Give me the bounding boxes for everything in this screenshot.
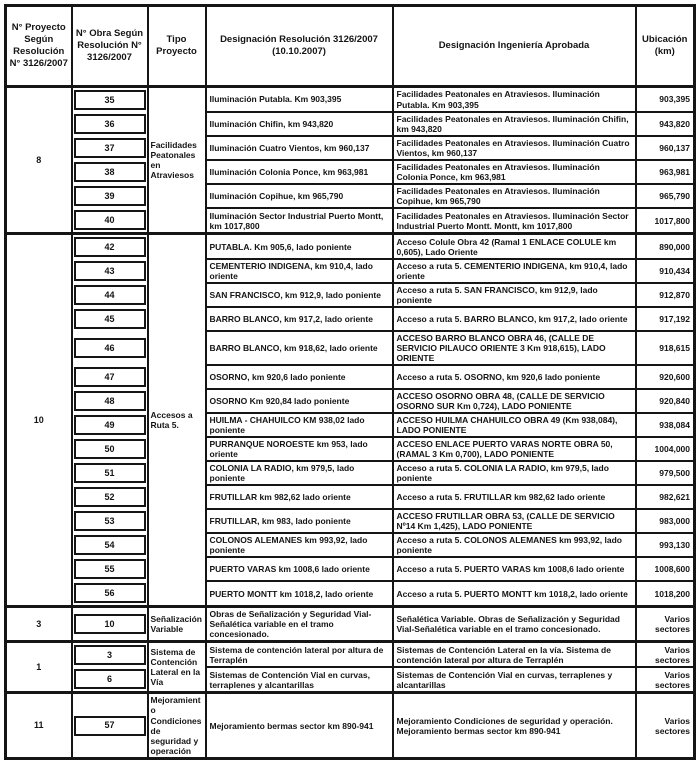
table-row [6,112,695,136]
designacion-ingenieria-cell: Mejoramiento Condiciones de seguridad y operación. Mejoramiento bermas sector km 890-941 [393,693,636,758]
obra-number-box: 56 [74,583,146,603]
table-row [6,642,695,668]
ubicacion-cell: 960,137 [636,136,695,160]
proyecto-number-cell: 10 [6,234,72,607]
designacion-ingenieria-cell: Facilidades Peatonales en Atraviesos. Iluminación Chifin, km 943,820 [393,112,636,136]
obra-number-cell [72,160,148,184]
proyecto-number-cell: 8 [6,87,72,234]
ubicacion-cell: 983,000 [636,509,695,533]
header-ubicacion-km: Ubicación (km) [636,6,695,87]
ubicacion-cell: 943,820 [636,112,695,136]
obra-number-cell [72,509,148,533]
designacion-resolucion-cell: Sistemas de Contención Vial en curvas, terraplenes y alcantarillas [206,667,393,693]
designacion-ingenieria-cell: Acceso a ruta 5. COLONOS ALEMANES km 993,92, lado poniente [393,533,636,557]
obra-number-box: 54 [74,535,146,555]
table-row [6,509,695,533]
obra-number-box: 40 [74,210,146,230]
designacion-resolucion-cell: Iluminación Colonia Ponce, km 963,981 [206,160,393,184]
obra-number-box: 49 [74,415,146,435]
designacion-ingenieria-cell: Sistemas de Contención Vial en curvas, terraplenes y alcantarillas [393,667,636,693]
table-row [6,533,695,557]
obra-number-cell [72,234,148,260]
ubicacion-cell: 1008,600 [636,557,695,581]
ubicacion-cell: 979,500 [636,461,695,485]
obra-number-box: 53 [74,511,146,531]
obra-number-cell [72,184,148,208]
designacion-resolucion-cell: Sistema de contención lateral por altura de Terraplén [206,642,393,668]
designacion-resolucion-cell: CEMENTERIO INDIGENA, km 910,4, lado oriente [206,259,393,283]
ubicacion-cell: 982,621 [636,485,695,509]
header-row [6,6,695,87]
table-row [6,607,695,642]
ubicacion-cell: 938,084 [636,413,695,437]
obra-number-box: 42 [74,237,146,257]
designacion-resolucion-cell: OSORNO Km 920,84 lado poniente [206,389,393,413]
ubicacion-cell: 920,840 [636,389,695,413]
designacion-ingenieria-cell: Acceso a ruta 5. BARRO BLANCO, km 917,2, lado oriente [393,307,636,331]
table-row [6,208,695,234]
obra-number-box: 45 [74,309,146,329]
obra-number-cell [72,642,148,668]
obra-number-cell [72,136,148,160]
ubicacion-cell: Varios sectores [636,693,695,758]
designacion-ingenieria-cell: Señalética Variable. Obras de Señalización y Seguridad Vial-Señalética variable en el tramo concesionado. [393,607,636,642]
obra-number-box: 55 [74,559,146,579]
header-obra: N° Obra Según Resolución N° 3126/2007 [72,6,148,87]
ubicacion-cell: Varios sectores [636,642,695,668]
designacion-resolucion-cell: Iluminación Copihue, km 965,790 [206,184,393,208]
proyecto-number-cell: 3 [6,607,72,642]
obra-number-box: 47 [74,367,146,387]
obra-number-cell [72,693,148,758]
designacion-ingenieria-cell: Acceso a ruta 5. OSORNO, km 920,6 lado poniente [393,365,636,389]
designacion-ingenieria-cell: ACCESO ENLACE PUERTO VARAS NORTE OBRA 50, (RAMAL 3 Km 0,700), LADO PONIENTE [393,437,636,461]
obra-number-cell [72,607,148,642]
tipo-proyecto-cell: Mejoramiento Condiciones de seguridad y operación [148,693,206,758]
obra-number-box: 38 [74,162,146,182]
table-row [6,437,695,461]
obra-number-cell [72,667,148,693]
obra-number-cell [72,112,148,136]
obra-number-box: 46 [74,338,146,358]
obra-number-box: 10 [74,614,146,634]
ubicacion-cell: 912,870 [636,283,695,307]
designacion-ingenieria-cell: Acceso a ruta 5. CEMENTERIO INDIGENA, km 910,4, lado oriente [393,259,636,283]
designacion-resolucion-cell: SAN FRANCISCO, km 912,9, lado poniente [206,283,393,307]
designacion-ingenieria-cell: ACCESO OSORNO OBRA 48, (CALLE DE SERVICIO OSORNO SUR Km 0,724), LADO PONIENTE [393,389,636,413]
table-body [6,87,695,759]
designacion-resolucion-cell: COLONIA LA RADIO, km 979,5, lado poniente [206,461,393,485]
header-proyecto: N° Proyecto Según Resolución N° 3126/2007 [6,6,72,87]
designacion-resolucion-cell: PURRANQUE NOROESTE km 953, lado oriente [206,437,393,461]
table-row [6,413,695,437]
obra-number-cell [72,283,148,307]
designacion-resolucion-cell: BARRO BLANCO, km 918,62, lado oriente [206,331,393,365]
header-tipo-proyecto: Tipo Proyecto [148,6,206,87]
obra-number-cell [72,437,148,461]
designacion-ingenieria-cell: ACCESO FRUTILLAR OBRA 53, (CALLE DE SERVICIO Nº14 Km 1,425), LADO PONIENTE [393,509,636,533]
tipo-proyecto-cell: Señalización Variable [148,607,206,642]
ubicacion-cell: 965,790 [636,184,695,208]
table-row [6,259,695,283]
obra-number-box: 3 [74,645,146,665]
designacion-ingenieria-cell: ACCESO HUILMA CHAHUILCO OBRA 49 (Km 938,084), LADO PONIENTE [393,413,636,437]
designacion-ingenieria-cell: Acceso a ruta 5. COLONIA LA RADIO, km 979,5, lado poniente [393,461,636,485]
header-designacion-ingenieria: Designación Ingeniería Aprobada [393,6,636,87]
table-row [6,184,695,208]
ubicacion-cell: 917,192 [636,307,695,331]
ubicacion-cell: 890,000 [636,234,695,260]
obra-number-box: 36 [74,114,146,134]
designacion-resolucion-cell: Obras de Señalización y Seguridad Vial-Señalética variable en el tramo concesionado. [206,607,393,642]
ubicacion-cell: 1017,800 [636,208,695,234]
designacion-ingenieria-cell: Facilidades Peatonales en Atraviesos. Iluminación Sector Industrial Puerto Montt. Montt, km 1017,800 [393,208,636,234]
table-row [6,461,695,485]
ubicacion-cell: Varios sectores [636,667,695,693]
obra-number-cell [72,485,148,509]
designacion-ingenieria-cell: Acceso a ruta 5. PUERTO VARAS km 1008,6 lado oriente [393,557,636,581]
obra-number-cell [72,365,148,389]
designacion-ingenieria-cell: Sistemas de Contención Lateral en la vía. Sistema de contención lateral por altura de Terraplén [393,642,636,668]
designacion-resolucion-cell: FRUTILLAR km 982,62 lado oriente [206,485,393,509]
designacion-ingenieria-cell: Acceso a ruta 5. PUERTO MONTT km 1018,2, lado oriente [393,581,636,607]
obra-number-cell [72,259,148,283]
designacion-resolucion-cell: Iluminación Sector Industrial Puerto Montt, km 1017,800 [206,208,393,234]
ubicacion-cell: 1018,200 [636,581,695,607]
designacion-resolucion-cell: Iluminación Chifin, km 943,820 [206,112,393,136]
tipo-proyecto-cell: Sistema de Contención Lateral en la Vía [148,642,206,693]
designacion-ingenieria-cell: Acceso Colule Obra 42 (Ramal 1 ENLACE COLULE km 0,605), Lado Oriente [393,234,636,260]
obra-number-box: 48 [74,391,146,411]
designacion-resolucion-cell: PUTABLA. Km 905,6, lado poniente [206,234,393,260]
designacion-resolucion-cell: FRUTILLAR, km 983, lado poniente [206,509,393,533]
ubicacion-cell: 910,434 [636,259,695,283]
table-row [6,331,695,365]
obra-number-box: 37 [74,138,146,158]
tipo-proyecto-cell: Facilidades Peatonales en Atraviesos [148,87,206,234]
designacion-resolucion-cell: PUERTO VARAS km 1008,6 lado oriente [206,557,393,581]
table-row [6,485,695,509]
obra-number-cell [72,331,148,365]
obra-number-box: 39 [74,186,146,206]
header-designacion-resolucion: Designación Resolución 3126/2007 (10.10.2007) [206,6,393,87]
ubicacion-cell: 918,615 [636,331,695,365]
obra-number-cell [72,533,148,557]
table-row [6,557,695,581]
table-row [6,160,695,184]
proyecto-number-cell: 11 [6,693,72,758]
tipo-proyecto-cell: Accesos a Ruta 5. [148,234,206,607]
ubicacion-cell: 993,130 [636,533,695,557]
obra-number-cell [72,581,148,607]
obra-number-cell [72,87,148,113]
obra-number-box: 6 [74,669,146,689]
designacion-resolucion-cell: PUERTO MONTT km 1018,2, lado oriente [206,581,393,607]
proyecto-number-cell: 1 [6,642,72,693]
table-header [6,6,695,87]
table-row [6,87,695,113]
ubicacion-cell: 903,395 [636,87,695,113]
designacion-ingenieria-cell: Facilidades Peatonales en Atraviesos. Iluminación Colonia Ponce, km 963,981 [393,160,636,184]
designacion-resolucion-cell: Iluminación Putabla. Km 903,395 [206,87,393,113]
ubicacion-cell: Varios sectores [636,607,695,642]
table-row [6,283,695,307]
obra-number-cell [72,413,148,437]
obra-number-cell [72,461,148,485]
designacion-ingenieria-cell: Facilidades Peatonales en Atraviesos. Iluminación Putabla. Km 903,395 [393,87,636,113]
ubicacion-cell: 1004,000 [636,437,695,461]
designacion-resolucion-cell: Mejoramiento bermas sector km 890-941 [206,693,393,758]
designacion-ingenieria-cell: Facilidades Peatonales en Atraviesos. Iluminación Copihue, km 965,790 [393,184,636,208]
table-row [6,581,695,607]
table-row [6,389,695,413]
designacion-ingenieria-cell: Facilidades Peatonales en Atraviesos. Iluminación Cuatro Vientos, km 960,137 [393,136,636,160]
obra-number-box: 44 [74,285,146,305]
obra-number-cell [72,389,148,413]
obras-table [4,4,696,760]
designacion-resolucion-cell: BARRO BLANCO, km 917,2, lado oriente [206,307,393,331]
table-row [6,136,695,160]
designacion-resolucion-cell: COLONOS ALEMANES km 993,92, lado poniente [206,533,393,557]
obra-number-cell [72,557,148,581]
designacion-ingenieria-cell: ACCESO BARRO BLANCO OBRA 46, (CALLE DE SERVICIO PILAUCO ORIENTE 3 Km 918,615), LADO ORIENTE [393,331,636,365]
ubicacion-cell: 963,981 [636,160,695,184]
designacion-resolucion-cell: Iluminación Cuatro Vientos, km 960,137 [206,136,393,160]
obra-number-box: 35 [74,90,146,110]
designacion-resolucion-cell: OSORNO, km 920,6 lado poniente [206,365,393,389]
obra-number-box: 50 [74,439,146,459]
obra-number-cell [72,208,148,234]
designacion-ingenieria-cell: Acceso a ruta 5. SAN FRANCISCO, km 912,9, lado poniente [393,283,636,307]
table-row [6,667,695,693]
designacion-ingenieria-cell: Acceso a ruta 5. FRUTILLAR km 982,62 lado oriente [393,485,636,509]
obra-number-box: 43 [74,261,146,281]
ubicacion-cell: 920,600 [636,365,695,389]
obra-number-box: 52 [74,487,146,507]
obra-number-box: 57 [74,716,146,736]
obra-number-box: 51 [74,463,146,483]
table-row [6,693,695,758]
table-row [6,307,695,331]
table-row [6,365,695,389]
table-row [6,234,695,260]
obra-number-cell [72,307,148,331]
designacion-resolucion-cell: HUILMA - CHAHUILCO KM 938,02 lado poniente [206,413,393,437]
